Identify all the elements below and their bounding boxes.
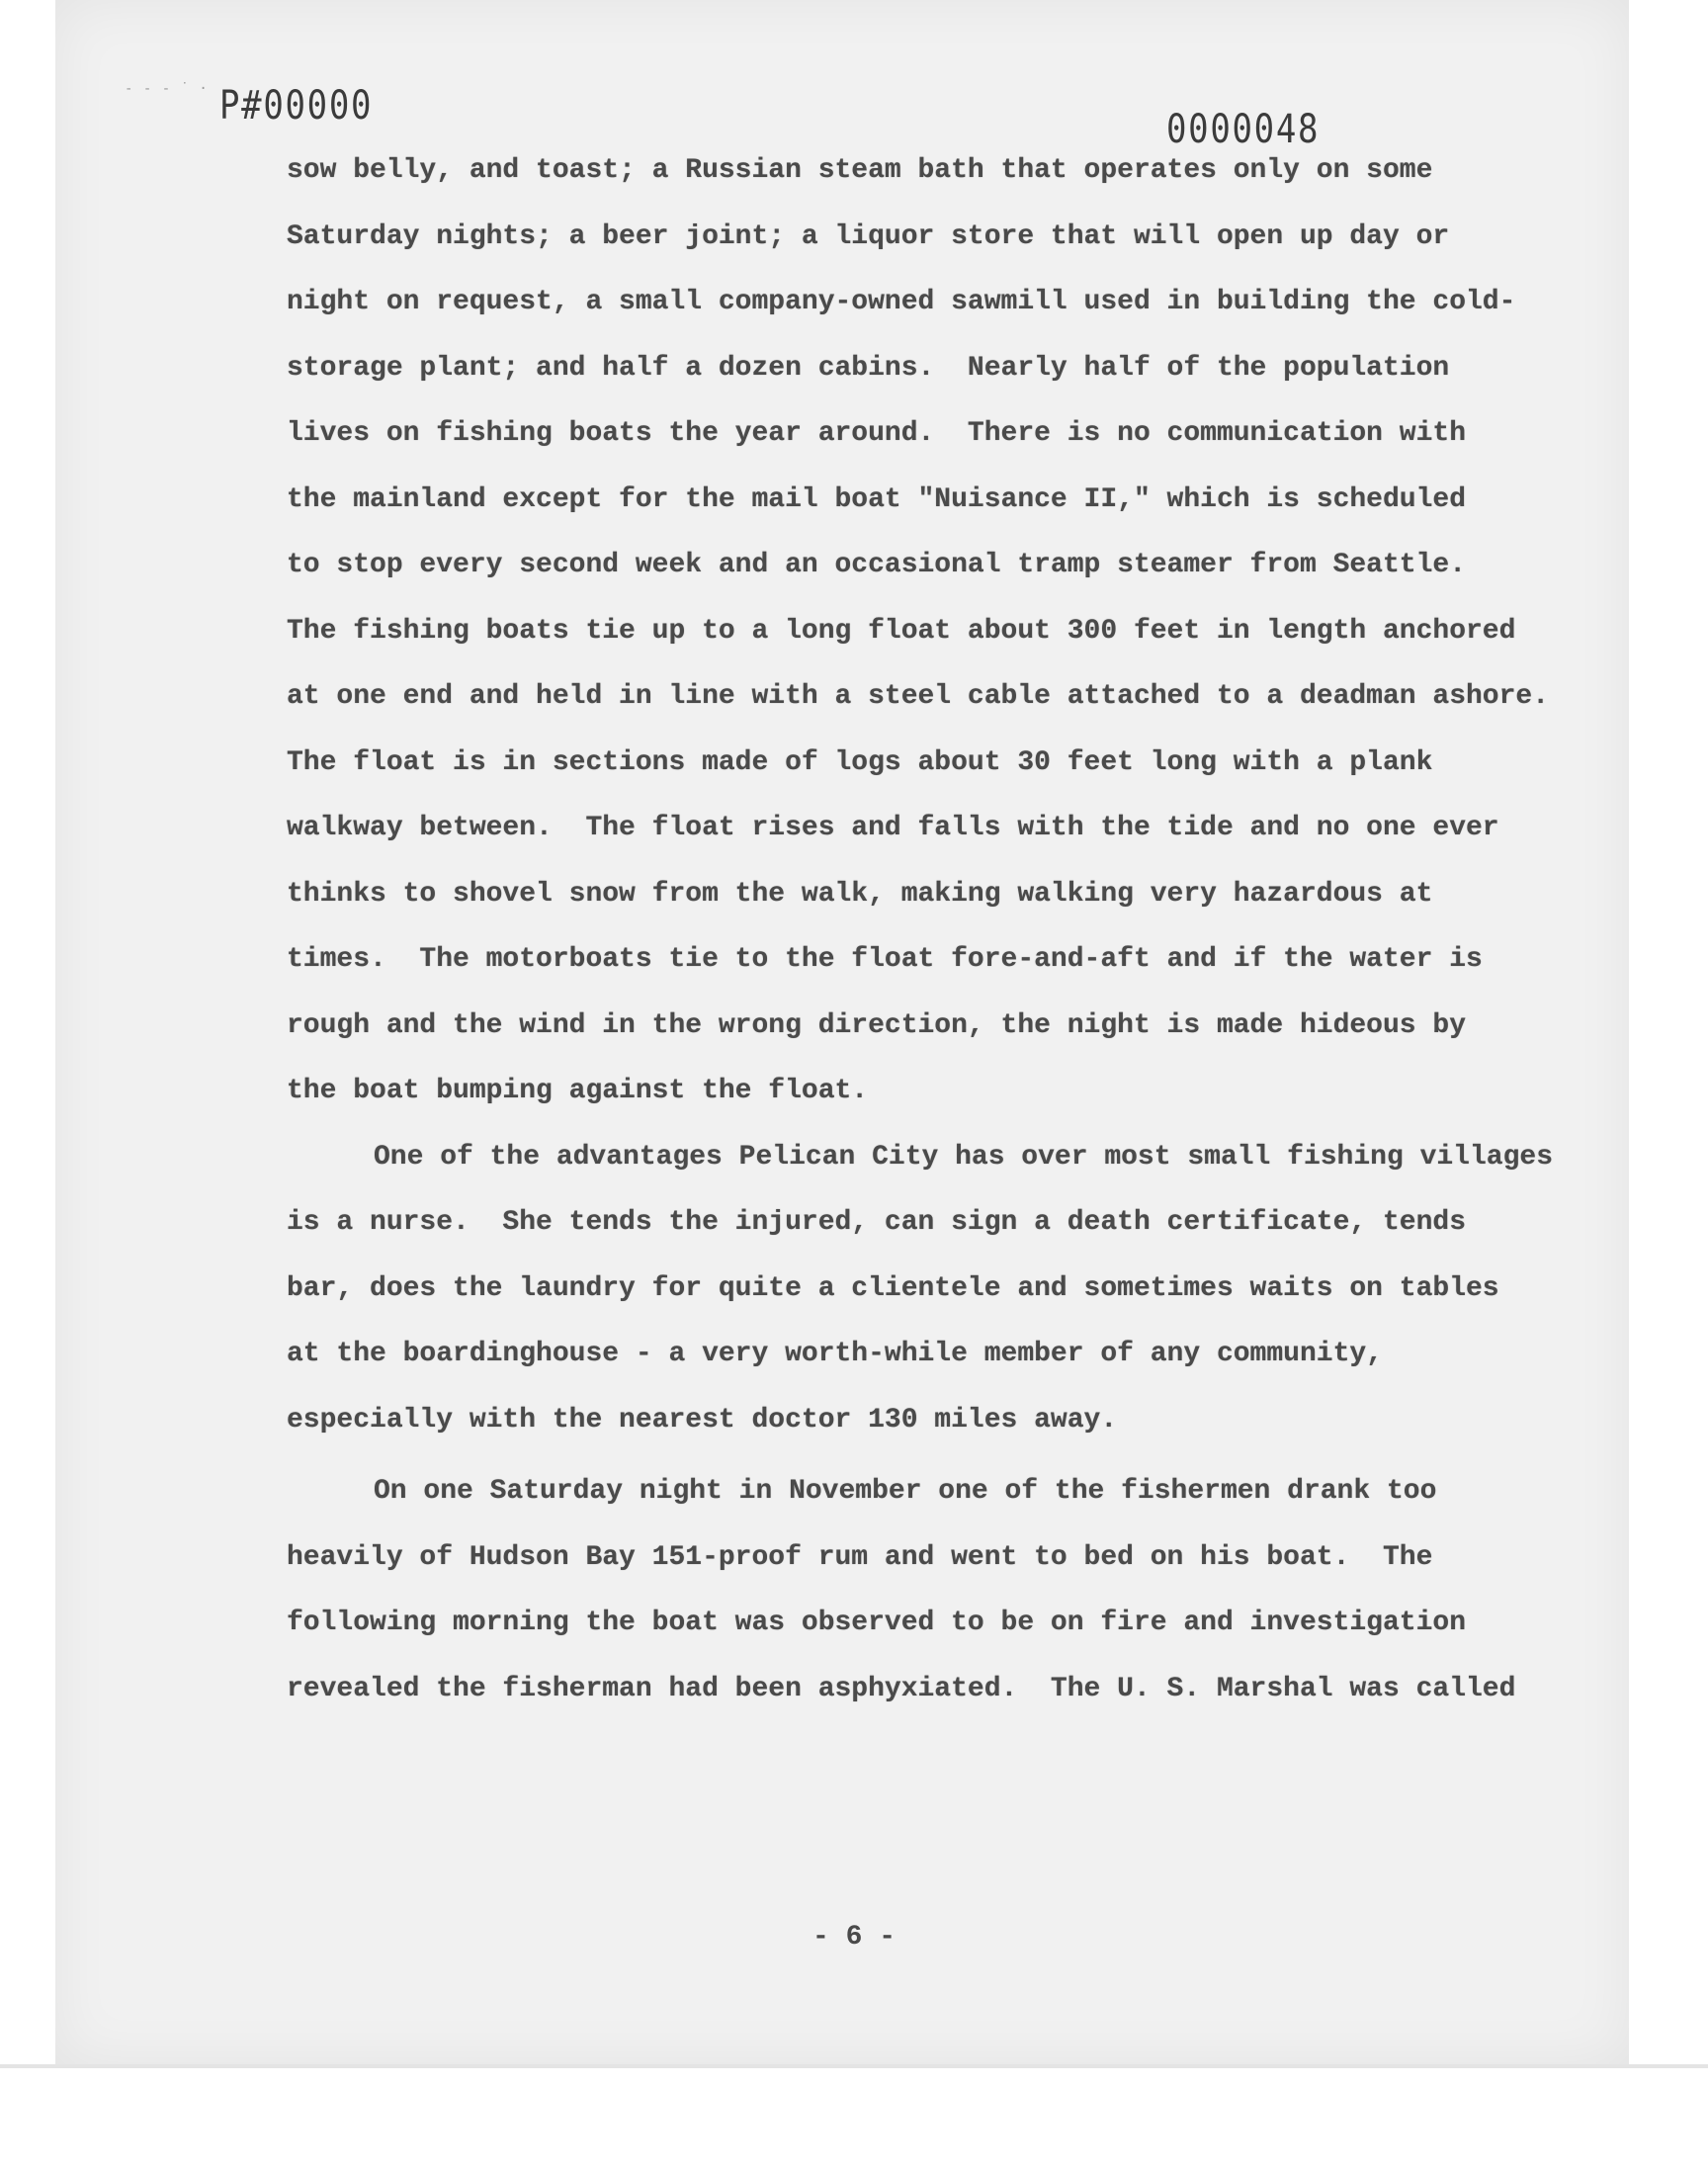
text-line: thinks to shovel snow from the walk, making walking very hazardous at <box>287 878 1433 910</box>
paragraph-2 <box>287 1125 1601 1454</box>
text-line: walkway between. The float rises and falls with the tide and no one ever <box>287 813 1499 843</box>
text-line: is a nurse. She tends the injured, can sign a death certificate, tends <box>287 1207 1466 1238</box>
stray-marks: - - - ˙ · <box>125 81 209 97</box>
text-line: times. The motorboats tie to the float fore-and-aft and if the water is <box>287 944 1483 975</box>
text-line: following morning the boat was observed to be on fire and investigation <box>287 1608 1466 1638</box>
text-line: One of the advantages Pelican City has over most small fishing villages <box>374 1141 1553 1173</box>
document-id-stamp-left: P#00000 <box>219 83 374 129</box>
paragraph-1 <box>287 138 1601 1125</box>
text-line: revealed the fisherman had been asphyxiated. The U. S. Marshal was called <box>287 1673 1516 1704</box>
text-line: to stop every second week and an occasional tramp steamer from Seattle. <box>287 550 1466 580</box>
text-line: the mainland except for the mail boat "Nuisance II," which is scheduled <box>287 483 1466 515</box>
document-id-stamp-right: 0000048 <box>1166 107 1321 152</box>
text-line: bar, does the laundry for quite a clientele and sometimes waits on tables <box>287 1272 1499 1304</box>
text-line: night on request, a small company-owned sawmill used in building the cold- <box>287 287 1516 317</box>
text-line: Saturday nights; a beer joint; a liquor store that will open up day or <box>287 220 1450 252</box>
text-line: especially with the nearest doctor 130 miles away. <box>287 1404 1118 1436</box>
text-line: at one end and held in line with a steel cable attached to a deadman ashore. <box>287 681 1550 712</box>
paragraph-3 <box>287 1459 1601 1722</box>
text-line: sow belly, and toast; a Russian steam bath that operates only on some <box>287 155 1433 186</box>
paper-bottom-edge <box>0 2064 1708 2068</box>
text-line: The float is in sections made of logs about 30 feet long with a plank <box>287 746 1433 778</box>
page-number: - 6 - <box>811 1922 896 1953</box>
body-text <box>287 138 1601 1722</box>
text-line: the boat bumping against the float. <box>287 1076 869 1106</box>
text-line: storage plant; and half a dozen cabins. Nearly half of the population <box>287 352 1450 384</box>
text-line: On one Saturday night in November one of the fishermen drank too <box>374 1476 1437 1507</box>
text-line: The fishing boats tie up to a long float about 300 feet in length anchored <box>287 615 1516 647</box>
text-line: rough and the wind in the wrong direction, the night is made hideous by <box>287 1009 1466 1041</box>
text-line: heavily of Hudson Bay 151-proof rum and went to bed on his boat. The <box>287 1541 1433 1573</box>
text-line: lives on fishing boats the year around. There is no communication with <box>287 418 1466 449</box>
text-line: at the boardinghouse - a very worth-while member of any community, <box>287 1339 1383 1369</box>
